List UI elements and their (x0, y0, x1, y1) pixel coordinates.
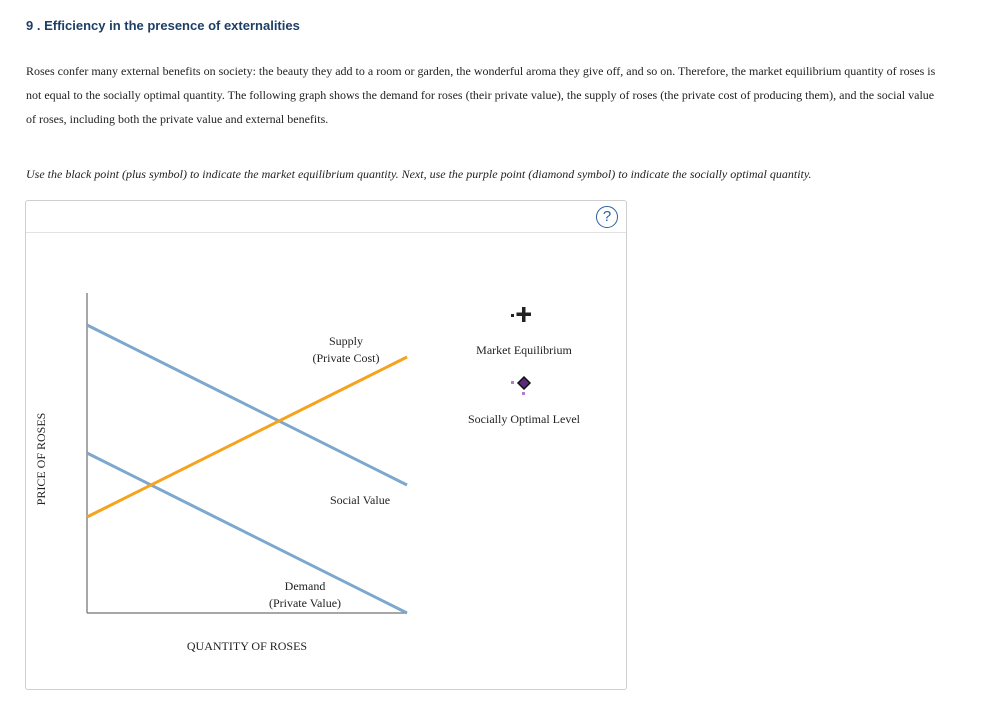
socially-optimal-label: Socially Optimal Level (468, 412, 580, 426)
panel-header (26, 201, 626, 233)
graph-canvas[interactable] (26, 234, 626, 689)
question-instruction: Use the black point (plus symbol) to indicate the market equilibrium quantity. Next, use the purple point (diamond symbol) to indicate the socially optimal quantity. (26, 167, 812, 181)
supply-label-line1: Supply (328, 334, 364, 348)
social-value-line (87, 325, 407, 485)
market-equilibrium-label: Market Equilibrium (476, 343, 572, 357)
market-equilibrium-tool[interactable] (511, 307, 531, 322)
supply-label-line2: (Private Cost) (312, 351, 380, 365)
help-button[interactable] (596, 206, 618, 228)
demand-label-line2: (Private Value) (268, 596, 342, 610)
demand-label-line1: Demand (284, 579, 326, 593)
question-title: 9 . Efficiency in the presence of externalities (26, 18, 300, 33)
plus-icon-horizontal (517, 313, 532, 317)
diamond-dot-left (511, 381, 514, 384)
socially-optimal-tool[interactable] (511, 377, 530, 395)
plus-dot-left (511, 314, 514, 317)
diamond-icon (518, 377, 530, 389)
question-paragraph: Roses confer many external benefits on society: the beauty they add to a room or garden, the wonderful aroma they give off, and so on. Therefore, the market equilibrium quantity of roses is not equal to the socially optimal quantity. The following graph shows the demand for roses (their private value), the supply of roses (the private cost of producing them), and the social value of roses, including both the private value and external benefits. (26, 64, 936, 126)
y-axis-label: PRICE OF ROSES (34, 412, 48, 506)
x-axis-label: QUANTITY OF ROSES (186, 639, 308, 653)
demand-line (87, 453, 407, 613)
help-icon: ? (602, 208, 612, 225)
graph-panel (25, 200, 627, 690)
social-value-label: Social Value (329, 493, 391, 507)
diamond-dot-bottom (522, 392, 525, 395)
